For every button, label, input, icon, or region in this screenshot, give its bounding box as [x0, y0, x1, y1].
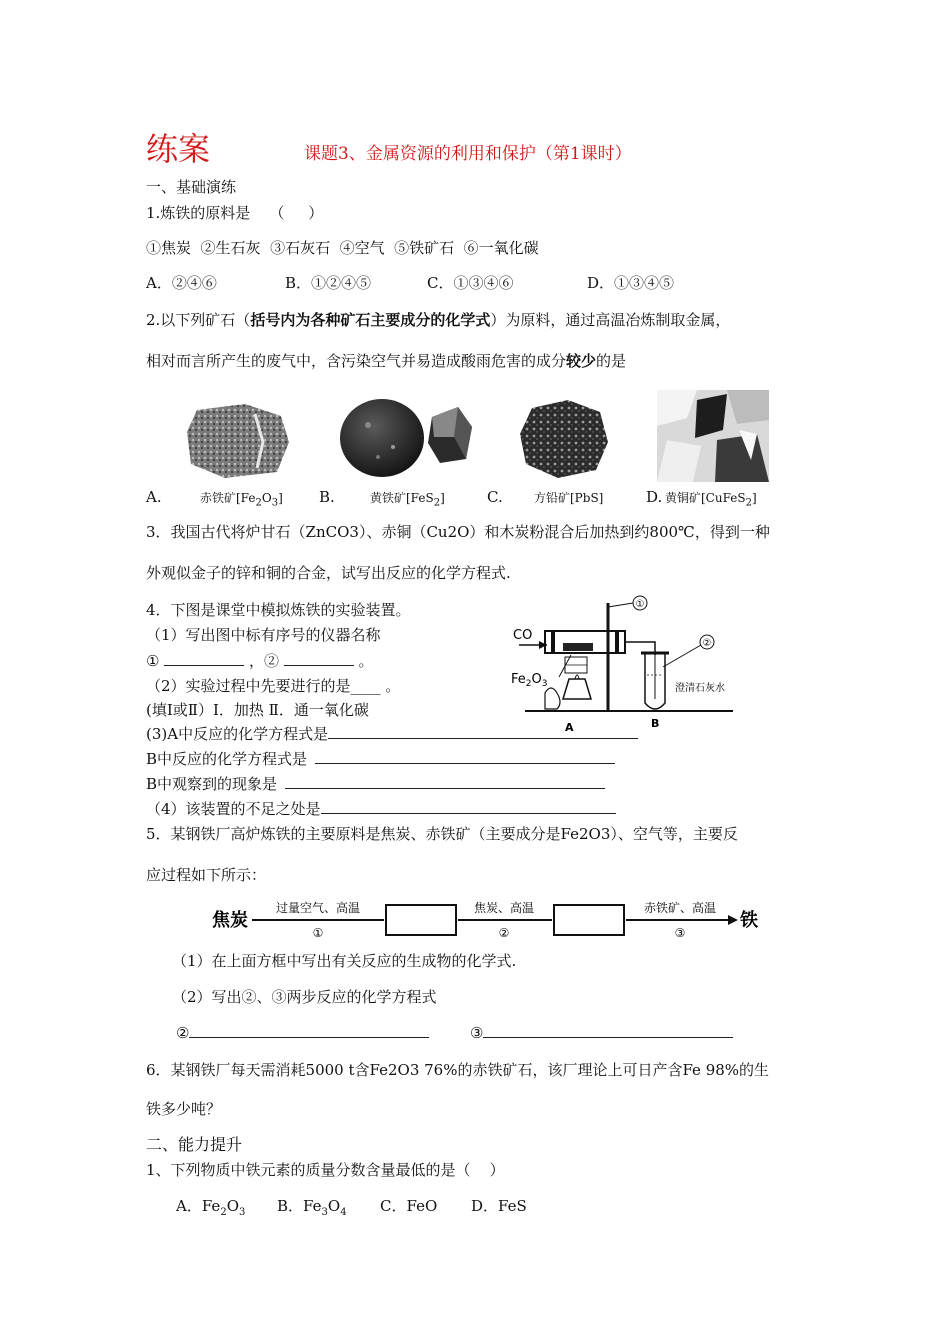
q2-choice-c-name: 方铅矿[PbS] [534, 491, 604, 505]
pyrite-image [338, 397, 478, 479]
flow-step2-condition: 焦炭、高温 [473, 901, 535, 915]
co-label: CO [513, 628, 533, 643]
label1-leader [608, 603, 633, 607]
q2-line1 [146, 310, 730, 330]
flow-step2-number: ② [498, 926, 510, 940]
flow-answer-box-1[interactable] [386, 905, 456, 935]
flow-step1-condition: 过量空气、高温 [275, 901, 361, 915]
q5-answer-2-label: ② [176, 1024, 190, 1042]
q6-line1: 6．某钢铁厂每天需消耗5000 t含Fe2O3 76%的赤铁矿石，该厂理论上可日产含Fe 98%的生 [146, 1061, 770, 1079]
q2-choice-a-name: 赤铁矿$[Fe_2O_3]$ [200, 491, 283, 509]
q6-line2: 铁多少吨？ [146, 1100, 222, 1118]
s2-q1-option-a: A．$Fe_2O_3$ [176, 1197, 246, 1218]
s2-q1-option-d: D．FeS [471, 1197, 527, 1215]
hematite-image [185, 402, 293, 480]
q3-line1: 3．我国古代将炉甘石（ZnCO3）、赤铜（Cu2O）和木炭粉混合后加热到约800℃，得到一种 [146, 523, 770, 541]
q4-part3a-label: (3)A中反应的化学方程式是 [146, 725, 329, 743]
label-b: B [651, 717, 660, 730]
q5-part2: （2）写出②、③两步反应的化学方程式 [172, 988, 437, 1006]
q5-line1: 5．某钢铁厂高炉炼铁的主要原料是焦炭、赤铁矿（主要成分是Fe2O3）、空气等，主要反 [146, 825, 738, 843]
page-title: 练案 [146, 130, 211, 168]
fe2o3-label: $Fe_2O_3$ [511, 672, 548, 689]
q2-choice-d-letter: D. [646, 488, 663, 506]
label-a: A [565, 721, 574, 734]
q2-choice-b-name: 黄铁矿[FeS$_2$] [370, 491, 445, 509]
q2-choice-c-letter: C. [487, 488, 503, 506]
q2-line2-a: 相对而言所产生的废气中，含污染空气并易造成酸雨危害的成分 [146, 352, 567, 370]
limewater-label: 澄清石灰水 [675, 683, 725, 694]
s2-q1-stem: 1、下列物质中铁元素的质量分数含量最低的是（ ） [146, 1161, 505, 1179]
q4-part3b [146, 749, 615, 769]
q1-items: ①焦炭 ②生石灰 ③石灰石 ④空气 ⑤铁矿石 ⑥一氧化碳 [146, 239, 539, 257]
fe2o3-sample [563, 643, 593, 651]
flow-step3-condition: 赤铁矿、高温 [643, 901, 717, 915]
flow-end-iron: 铁 [740, 910, 758, 931]
iron-smelting-apparatus-diagram [505, 595, 745, 740]
q2-line1-bold: 括号内为各种矿石主要成分的化学式 [250, 311, 491, 329]
q2-line2 [146, 351, 626, 371]
q4-part1-answer-line: ① ，② 。 [146, 652, 374, 670]
lamp-stand [545, 688, 560, 709]
q3-line2: 外观似金子的锌和铜的合金，试写出反应的化学方程式. [146, 564, 511, 582]
label1: ① [635, 599, 645, 610]
alcohol-lamp [563, 679, 591, 699]
q4-stem: 4．下图是课堂中模拟炼铁的实验装置。 [146, 601, 411, 619]
q1-option-b: B．①②④⑤ [285, 274, 372, 292]
s2-q1-option-c: C．FeO [380, 1197, 438, 1215]
q5-answer-3 [470, 1023, 733, 1043]
q1-option-c: C．①③④⑥ [427, 274, 514, 292]
s2-q1-option-b: B．$Fe_3O_4$ [277, 1197, 347, 1218]
galena-image [518, 398, 610, 480]
q5-answer-3-label: ③ [470, 1024, 484, 1042]
flow-start-coke: 焦炭 [212, 910, 248, 931]
flow-arrowhead-3 [728, 915, 738, 925]
q1-option-d: D．①③④⑤ [587, 274, 675, 292]
q2-choice-d-name: 黄铜矿[CuFeS$_2$] [665, 491, 757, 509]
label2-leader [663, 645, 701, 667]
q4-part3c-label: B中观察到的现象是 [146, 775, 278, 793]
q2-line1-a: 2.以下列矿石（ [146, 311, 251, 329]
q2-line2-bold: 较少 [566, 352, 597, 370]
q4-part4-label: （4）该装置的不足之处是 [146, 800, 321, 818]
q5-part1: （1）在上面方框中写出有关反应的生成物的化学式. [172, 952, 517, 970]
q1-stem: 1.炼铁的原料是 （ ） [146, 204, 324, 222]
process-flow-diagram [212, 894, 772, 946]
q5-line2: 应过程如下所示： [146, 866, 267, 884]
q2-choice-a-letter: A. [146, 488, 162, 506]
q1-option-a: A．②④⑥ [146, 274, 217, 292]
q4-part1: （1）写出图中标有序号的仪器名称 [146, 626, 381, 644]
q2-line2-b: 的是 [596, 352, 627, 370]
section-heading: 一、基础演练 [146, 178, 237, 196]
flow-answer-box-2[interactable] [554, 905, 624, 935]
q5-answer-2 [176, 1023, 429, 1043]
q4-part2b: (填Ⅰ或Ⅱ）Ⅰ．加热 Ⅱ．通一氧化碳 [146, 701, 369, 719]
chalcopyrite-image [657, 390, 769, 482]
q4-part2: （2）实验过程中先要进行的是____ 。 [146, 677, 401, 695]
q2-choice-b-letter: B. [319, 488, 335, 506]
label2: ② [702, 638, 712, 649]
q4-part4 [146, 799, 616, 819]
q2-line1-b: ）为原料，通过高温冶炼制取金属， [490, 311, 731, 329]
q4-part3c [146, 774, 605, 794]
flow-step1-number: ① [312, 926, 324, 940]
q4-part3b-label: B中反应的化学方程式是 [146, 750, 308, 768]
flow-step3-number: ③ [674, 926, 686, 940]
section2-heading: 二、能力提升 [146, 1135, 243, 1154]
page-subtitle: 课题3、金属资源的利用和保护（第1课时） [304, 144, 632, 164]
